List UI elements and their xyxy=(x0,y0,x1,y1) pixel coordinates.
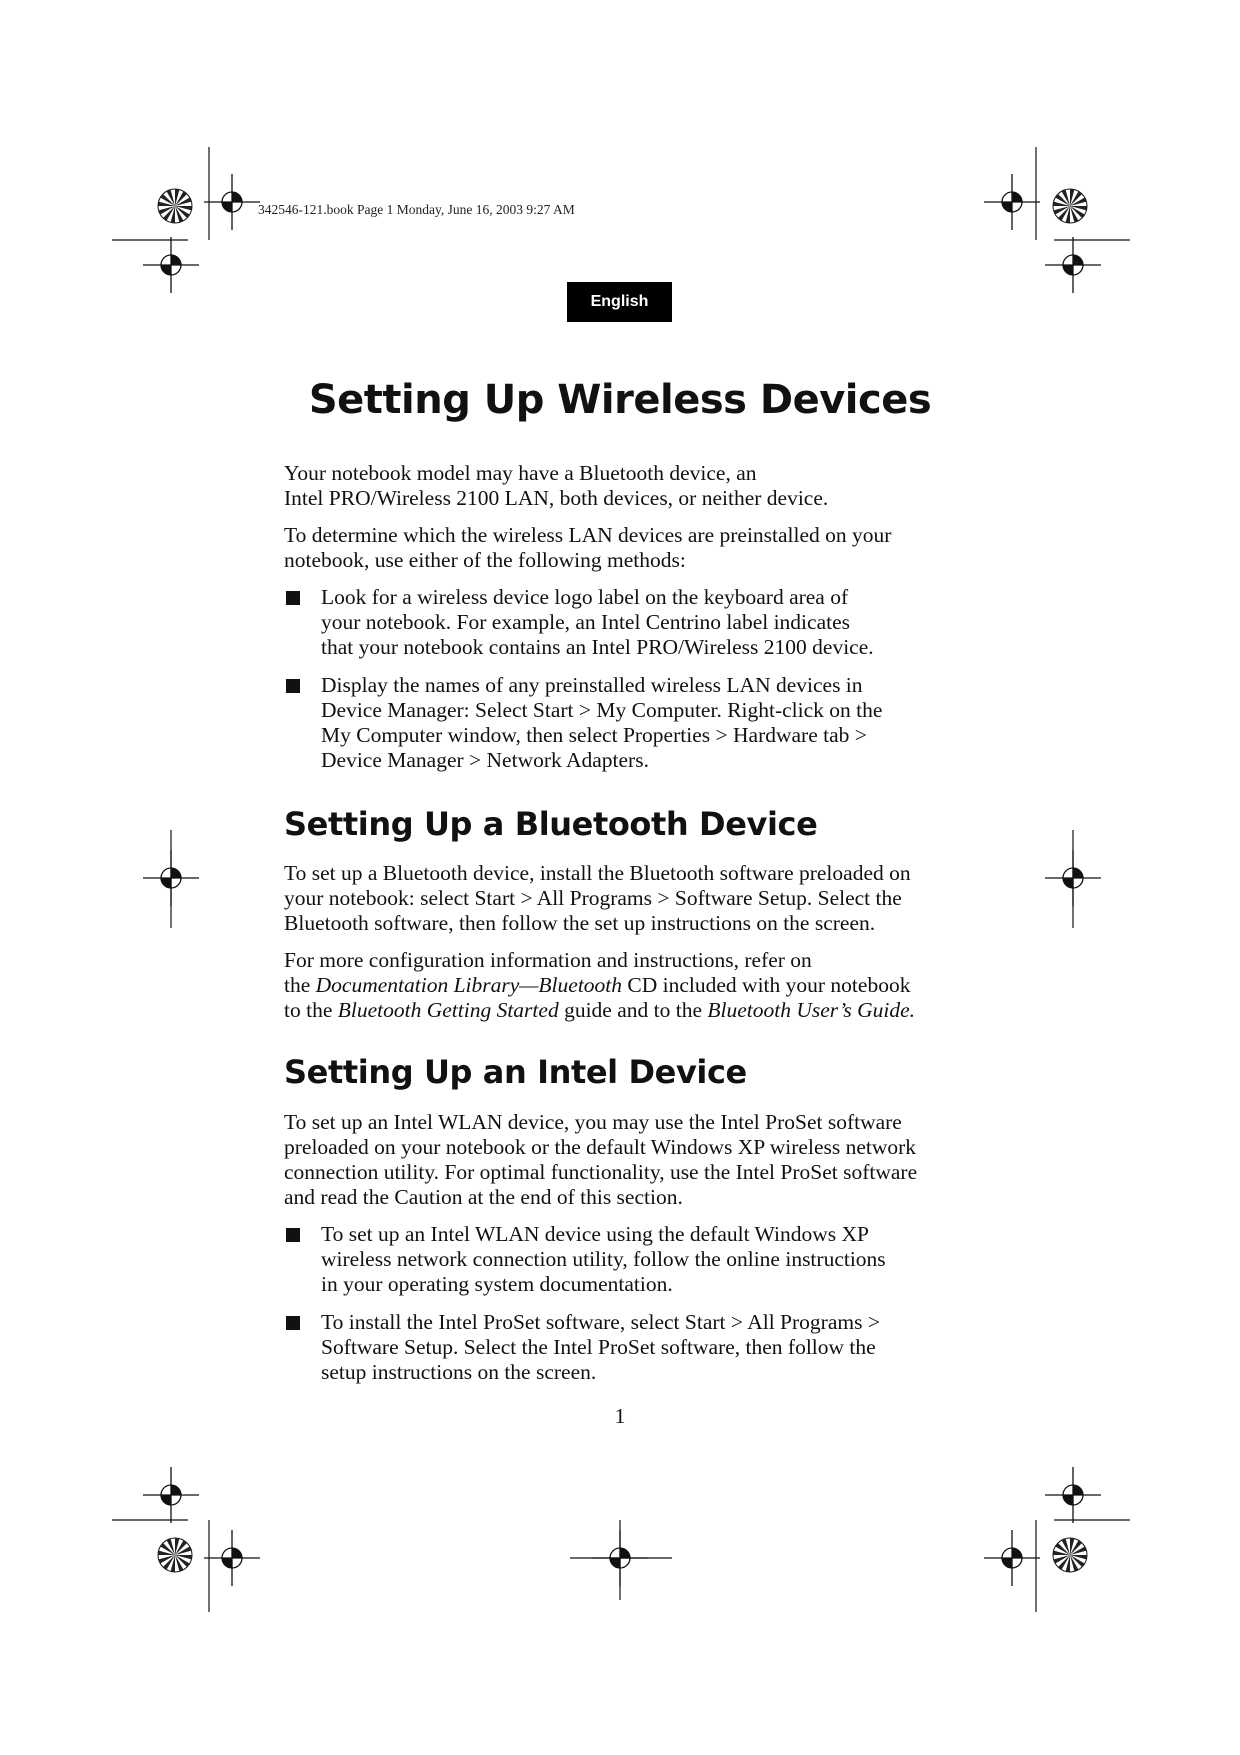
bullet-square-icon xyxy=(286,1228,300,1242)
registration-target-icon xyxy=(984,1530,1040,1586)
intel-section-heading-wrap xyxy=(284,1053,984,1091)
print-slug-line: 342546-121.book Page 1 Monday, June 16, 2003 9:27 AM xyxy=(258,202,575,217)
language-tab: English xyxy=(567,282,672,322)
bullet-square-icon xyxy=(286,591,300,605)
intel-bullet-1: To set up an Intel WLAN device using the default Windows XP wireless network connection utility, follow the online instructions in your operating system documentation. xyxy=(284,1222,984,1297)
registration-target-icon xyxy=(984,174,1040,230)
page-title: Setting Up Wireless Devices xyxy=(308,377,932,423)
registration-target-icon xyxy=(204,1530,260,1586)
bluetooth-section-heading: Setting Up a Bluetooth Device xyxy=(284,805,818,843)
intro-bullet-1: Look for a wireless device logo label on the keyboard area of your notebook. For example, an Intel Centrino label indicates that your notebook contains an Intel PRO/Wireless 2100 device. xyxy=(284,585,984,660)
registration-starburst-icon xyxy=(158,1538,192,1572)
intro-paragraph-1: Your notebook model may have a Bluetooth device, an Intel PRO/Wireless 2100 LAN, both devices, or neither device. xyxy=(284,461,829,510)
registration-target-icon xyxy=(1045,237,1101,293)
intel-bullet-2: To install the Intel ProSet software, select Start > All Programs > Software Setup. Select the Intel ProSet software, then follow the setup instructions on the screen. xyxy=(284,1310,984,1385)
registration-target-icon xyxy=(143,237,199,293)
bullet-square-icon xyxy=(286,679,300,693)
registration-starburst-icon xyxy=(1053,1538,1087,1572)
registration-target-icon xyxy=(1045,1467,1101,1523)
bluetooth-section-heading-wrap xyxy=(284,805,984,843)
bluetooth-paragraph-2: For more configuration information and instructions, refer on the Documentation Library—Bluetooth CD included with your notebook to the Bluetooth Getting Started guide and to the Bluetooth User’s Guide. xyxy=(284,948,916,1022)
users-guide-title: Bluetooth User’s Guide. xyxy=(707,998,916,1022)
registration-starburst-icon xyxy=(158,189,192,223)
page-number: 1 xyxy=(614,1404,626,1428)
bullet-square-icon xyxy=(286,1316,300,1330)
registration-target-icon xyxy=(204,174,260,230)
intro-paragraph-2: To determine which the wireless LAN devices are preinstalled on your notebook, use either of the following methods: xyxy=(284,523,892,572)
getting-started-title: Bluetooth Getting Started xyxy=(337,998,559,1022)
doc-library-title: Documentation Library—Bluetooth xyxy=(315,973,623,997)
intel-paragraph-1: To set up an Intel WLAN device, you may use the Intel ProSet software preloaded on your notebook or the default Windows XP wireless network connection utility. For optimal functionality, use the Intel ProSet software and read the Caution at the end of this section. xyxy=(284,1110,918,1209)
intel-section-heading: Setting Up an Intel Device xyxy=(284,1053,747,1091)
registration-starburst-icon xyxy=(1053,189,1087,223)
intro-bullet-2: Display the names of any preinstalled wireless LAN devices in Device Manager: Select Start > My Computer. Right-click on the My Computer window, then select Properties > Hardware tab > Device Manager > Network Adapters. xyxy=(284,673,984,773)
registration-target-icon xyxy=(143,1467,199,1523)
bluetooth-paragraph-1: To set up a Bluetooth device, install the Bluetooth software preloaded on your notebook: select Start > All Programs > Software Setup. Select the Bluetooth software, then follow the set up instructions on the screen. xyxy=(284,861,911,935)
